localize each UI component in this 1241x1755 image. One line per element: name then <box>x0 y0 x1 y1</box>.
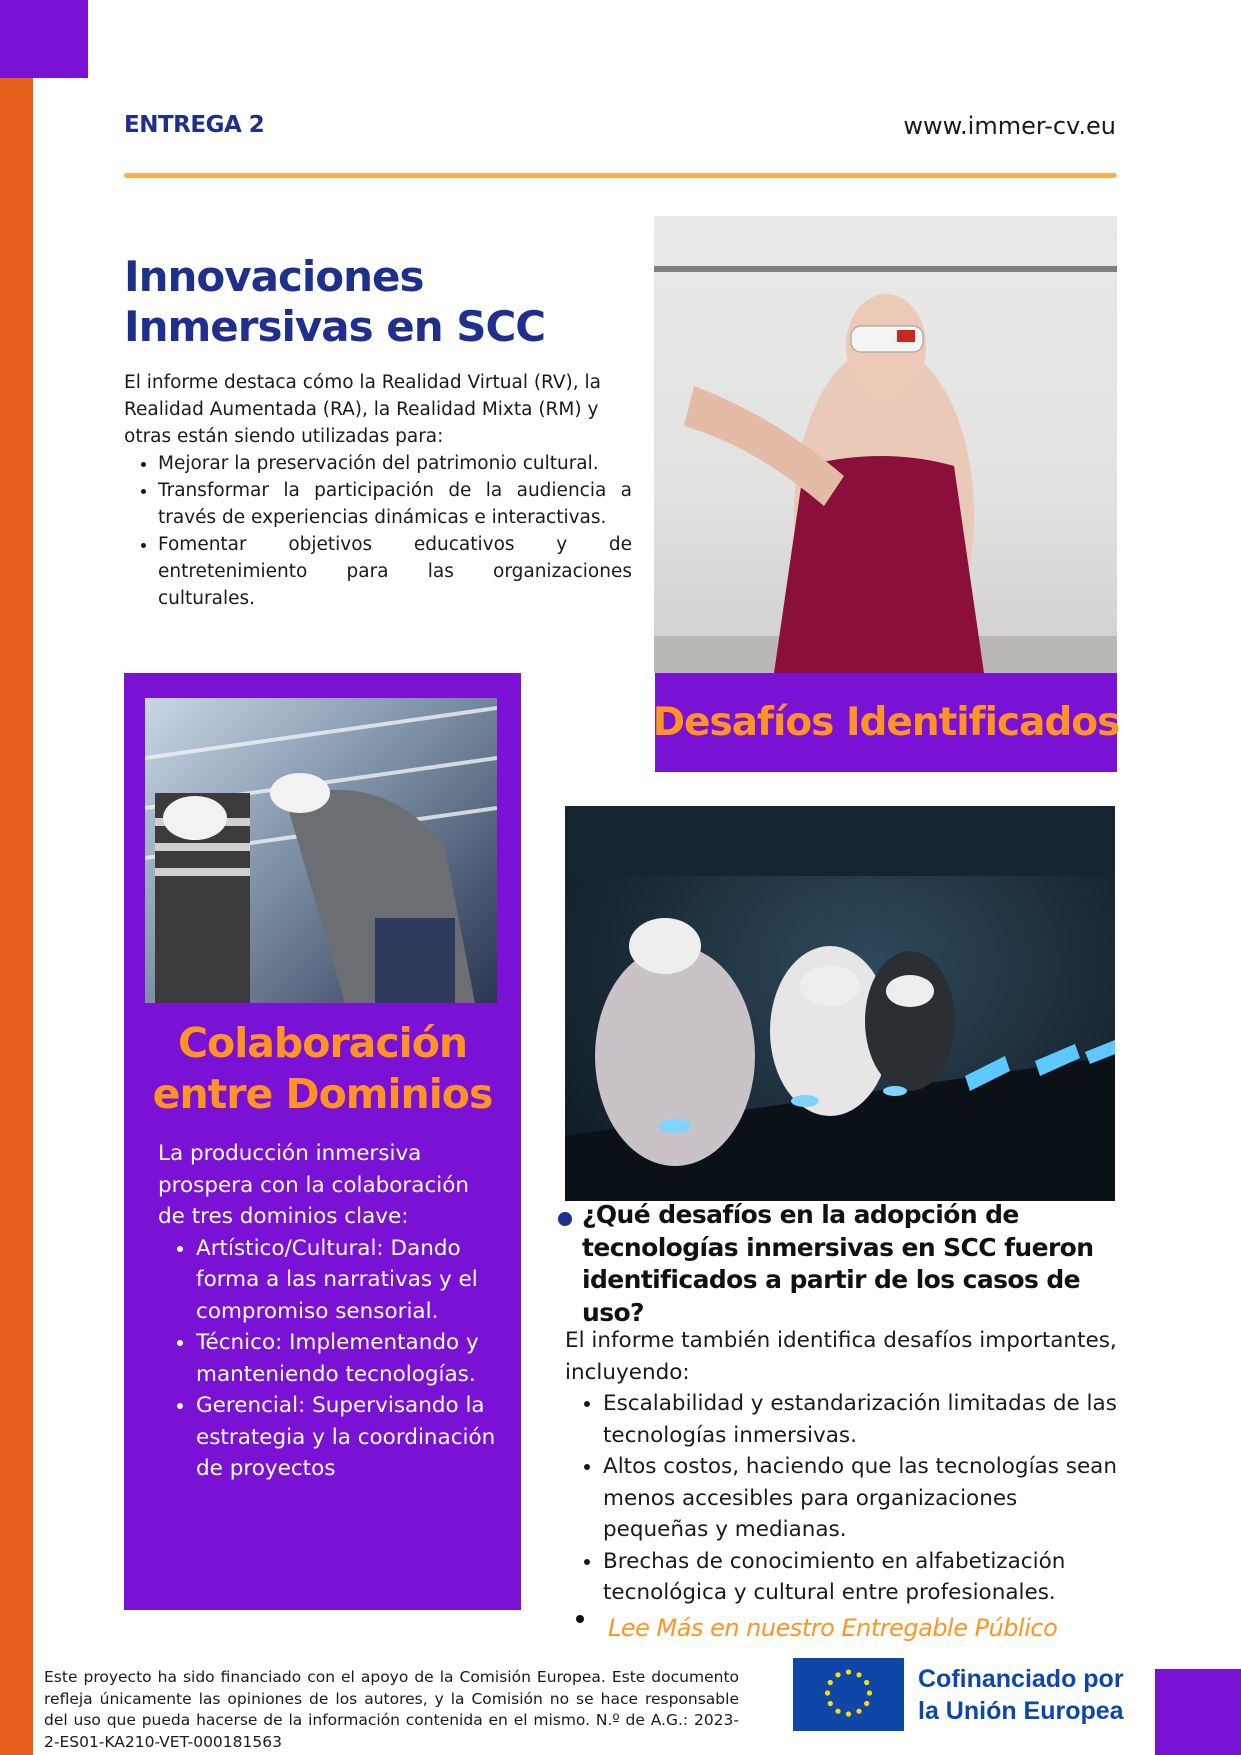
read-more-bullet <box>576 1615 584 1623</box>
issue-label: ENTREGA 2 <box>124 112 265 138</box>
challenges-heading: Desafíos Identificados <box>652 700 1120 745</box>
read-more-link[interactable]: Lee Más en nuestro Entregable Público <box>608 1614 1058 1642</box>
collaboration-list <box>158 1233 498 1485</box>
website-link[interactable]: www.immer-cv.eu <box>903 112 1116 140</box>
list-item: • Mejorar la preservación del patrimonio cultural. <box>158 450 632 477</box>
challenges-heading-box <box>652 673 1120 772</box>
eu-flag-icon <box>793 1658 904 1731</box>
question-bullet <box>558 1212 572 1226</box>
list-item: • Artístico/Cultural: Dando forma a las narrativas y el compromiso sensorial. <box>196 1233 498 1328</box>
challenges-body <box>565 1325 1117 1609</box>
funding-disclaimer: Este proyecto ha sido financiado con el apoyo de la Comisión Europea. Este documento refleja únicamente las opiniones de los autores, y la Comisión no se hace responsable del uso que pueda hacerse de la información contenida en el mismo. N.º de A.G.: 2023-2-ES01-KA210-VET-000181563 <box>44 1668 739 1751</box>
collaboration-body <box>158 1138 498 1485</box>
list-item: • Técnico: Implementando y manteniendo tecnologías. <box>196 1327 498 1390</box>
vr-cinema-photo <box>565 806 1115 1201</box>
top-left-corner-block <box>0 0 88 78</box>
dancer-vr-photo <box>654 216 1117 673</box>
page-title: Innovaciones Inmersivas en SCC <box>124 252 546 351</box>
bottom-right-corner-block <box>1155 1669 1241 1755</box>
challenges-question: ¿Qué desafíos en la adopción de tecnologías inmersivas en SCC fueron identificados a partir de los casos de uso? <box>582 1200 1094 1327</box>
challenges-paragraph: El informe también identifica desafíos importantes, incluyendo: <box>565 1328 1117 1385</box>
eu-label-line2: la Unión Europea <box>918 1697 1124 1725</box>
list-item: • Altos costos, haciendo que las tecnologías sean menos accesibles para organizaciones pequeñas y medianas. <box>603 1451 1117 1546</box>
collaboration-title: Colaboración entre Dominios <box>152 1019 493 1118</box>
list-item: • Escalabilidad y estandarización limitadas de las tecnologías inmersivas. <box>603 1388 1117 1451</box>
intro-list <box>124 450 632 612</box>
eu-cofunding-label <box>918 1663 1124 1727</box>
list-item: • Brechas de conocimiento en alfabetización tecnológica y cultural entre profesionales. <box>603 1546 1117 1609</box>
header-divider <box>124 173 1117 178</box>
collaboration-paragraph: La producción inmersiva prospera con la colaboración de tres dominios clave: <box>158 1141 470 1229</box>
list-item: • Gerencial: Supervisando la estrategia y la coordinación de proyectos <box>196 1390 498 1485</box>
eu-label-line1: Cofinanciado por <box>918 1665 1124 1693</box>
challenges-list <box>565 1388 1117 1609</box>
child-adult-vr-photo <box>145 698 497 1003</box>
list-item: • Fomentar objetivos educativos y de entretenimiento para las organizaciones culturales. <box>158 531 632 612</box>
intro-paragraph: El informe destaca cómo la Realidad Virtual (RV), la Realidad Aumentada (RA), la Realidad Mixta (RM) y otras están siendo utilizadas para: <box>124 372 602 447</box>
list-item: • Transformar la participación de la audiencia a través de experiencias dinámicas e interactivas. <box>158 477 632 531</box>
intro-section <box>124 369 632 612</box>
left-accent-bar <box>0 0 33 1755</box>
